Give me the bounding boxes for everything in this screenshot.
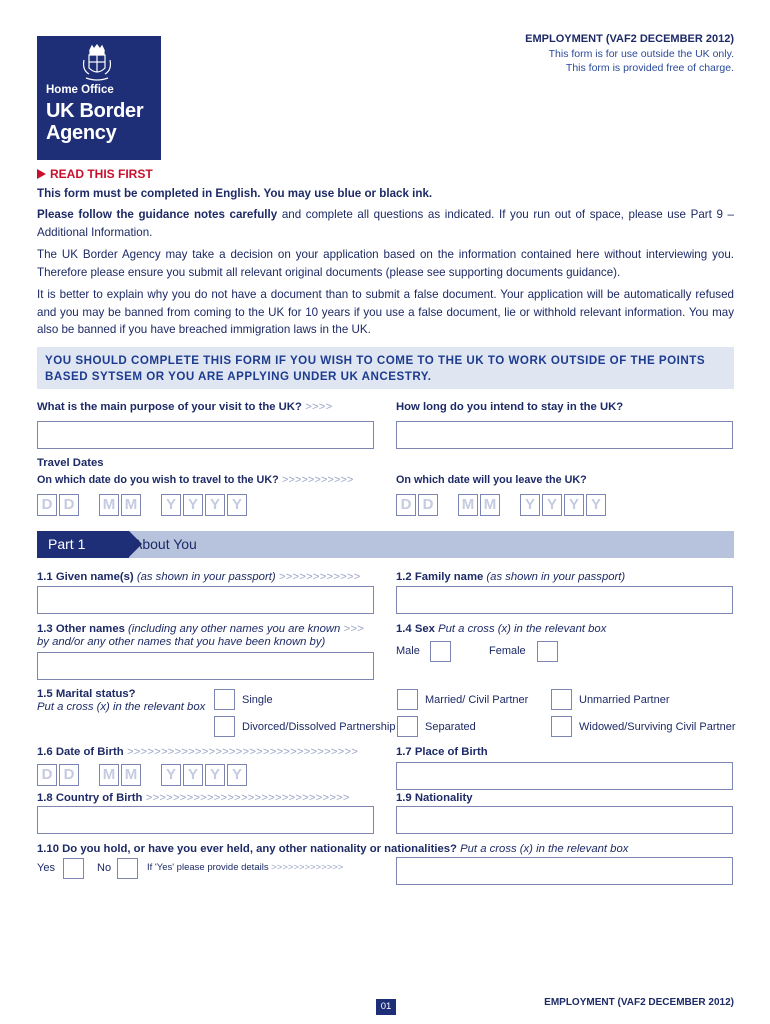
other-names-label: 1.3 Other names (including any other names you are known >>>: [37, 623, 365, 635]
single-label: Single: [242, 694, 273, 706]
month-digit-box[interactable]: M: [99, 494, 119, 516]
eligibility-banner: YOU SHOULD COMPLETE THIS FORM IF YOU WISH TO COME TO THE UK TO WORK OUTSIDE OF THE POINTS BASED SYTSEM OR YOU ARE APPLYING UNDER UK ANCESTRY.: [37, 347, 734, 389]
divorced-label: Divorced/Dissolved Partnership: [242, 721, 396, 733]
year-digit-box[interactable]: Y: [183, 494, 203, 516]
married-checkbox[interactable]: [397, 689, 418, 710]
other-nationality-no-checkbox[interactable]: [117, 858, 138, 879]
day-digit-box[interactable]: D: [418, 494, 438, 516]
other-names-note: by and/or any other names that you have been known by): [37, 636, 326, 648]
widowed-checkbox[interactable]: [551, 716, 572, 737]
single-checkbox[interactable]: [214, 689, 235, 710]
day-digit-box[interactable]: D: [37, 764, 57, 786]
travel-date-label: On which date do you wish to travel to the UK? >>>>>>>>>>>: [37, 474, 354, 486]
visit-purpose-field[interactable]: [37, 421, 374, 449]
place-of-birth-label: 1.7 Place of Birth: [396, 746, 488, 758]
if-yes-details-label: If 'Yes' please provide details >>>>>>>>>>>>>: [147, 862, 344, 873]
page-number: 01: [376, 999, 396, 1015]
place-of-birth-field[interactable]: [396, 762, 733, 790]
year-digit-box[interactable]: Y: [520, 494, 540, 516]
intro-language-note: This form must be completed in English. You may use blue or black ink.: [37, 187, 433, 200]
form-title: EMPLOYMENT (VAF2 DECEMBER 2012): [525, 33, 734, 45]
year-digit-box[interactable]: Y: [564, 494, 584, 516]
unmarried-checkbox[interactable]: [551, 689, 572, 710]
given-names-label: 1.1 Given name(s) (as shown in your passport) >>>>>>>>>>>>: [37, 571, 361, 583]
year-digit-box[interactable]: Y: [227, 764, 247, 786]
part-title: About You: [133, 536, 197, 552]
marital-status-label: 1.5 Marital status?: [37, 688, 136, 700]
married-label: Married/ Civil Partner: [425, 694, 529, 706]
date-of-birth-label: 1.6 Date of Birth >>>>>>>>>>>>>>>>>>>>>>>>>>>>>>>>>>: [37, 746, 359, 758]
month-digit-box[interactable]: M: [458, 494, 478, 516]
royal-crest-icon: [80, 44, 114, 86]
separated-checkbox[interactable]: [397, 716, 418, 737]
day-digit-box[interactable]: D: [59, 494, 79, 516]
travel-date-input[interactable]: [37, 494, 249, 516]
sex-female-checkbox[interactable]: [537, 641, 558, 662]
read-first-heading: READ THIS FIRST: [37, 167, 153, 181]
part-number: Part 1: [37, 531, 129, 558]
year-digit-box[interactable]: Y: [205, 494, 225, 516]
unmarried-label: Unmarried Partner: [579, 694, 670, 706]
date-of-birth-input[interactable]: [37, 764, 249, 786]
month-digit-box[interactable]: M: [121, 494, 141, 516]
divorced-checkbox[interactable]: [214, 716, 235, 737]
day-digit-box[interactable]: D: [37, 494, 57, 516]
other-nationality-no-label: No: [97, 862, 112, 874]
family-name-field[interactable]: [396, 586, 733, 614]
widowed-label: Widowed/Surviving Civil Partner: [579, 721, 736, 733]
year-digit-box[interactable]: Y: [161, 494, 181, 516]
part1-header-bar: [37, 531, 734, 558]
triangle-arrow-icon: [37, 169, 46, 179]
footer-form-title: EMPLOYMENT (VAF2 DECEMBER 2012): [544, 997, 734, 1008]
form-free-note: This form is provided free of charge.: [565, 62, 734, 74]
year-digit-box[interactable]: Y: [542, 494, 562, 516]
visit-purpose-label: What is the main purpose of your visit to the UK? >>>>: [37, 401, 333, 413]
sex-label: 1.4 Sex Put a cross (x) in the relevant box: [396, 623, 607, 635]
stay-duration-field[interactable]: [396, 421, 733, 449]
sex-female-label: Female: [489, 645, 526, 657]
year-digit-box[interactable]: Y: [183, 764, 203, 786]
other-nationality-label: 1.10 Do you hold, or have you ever held, any other nationality or nationalities? Put a cross (x) in the relevant box: [37, 843, 629, 855]
day-digit-box[interactable]: D: [396, 494, 416, 516]
other-nationality-yes-checkbox[interactable]: [63, 858, 84, 879]
family-name-label: 1.2 Family name (as shown in your passport): [396, 571, 626, 583]
form-usage-note: This form is for use outside the UK only.: [548, 48, 734, 60]
given-names-field[interactable]: [37, 586, 374, 614]
marital-status-note: Put a cross (x) in the relevant box: [37, 701, 206, 713]
uk-border-agency-logo: [37, 36, 161, 160]
month-digit-box[interactable]: M: [99, 764, 119, 786]
agency-name: UK Border Agency: [46, 100, 144, 144]
sex-male-label: Male: [396, 645, 420, 657]
other-nationality-yes-label: Yes: [37, 862, 55, 874]
year-digit-box[interactable]: Y: [205, 764, 225, 786]
country-of-birth-label: 1.8 Country of Birth >>>>>>>>>>>>>>>>>>>>>>>>>>>>>>: [37, 792, 350, 804]
intro-false-document-note: It is better to explain why you do not have a document than to submit a false document. Your application will be automatically refused and you may be banned from coming to the UK for 10 years if you use a false document, lie or withhold relevant information. You may also be banned if you have breached immigration laws in the UK.: [37, 288, 734, 336]
intro-decision-note: The UK Border Agency may take a decision on your application based on the information contained here without interviewing you. Therefore please ensure you submit all relevant original documents (please see supporting documents guidance).: [37, 248, 734, 279]
sex-male-checkbox[interactable]: [430, 641, 451, 662]
month-digit-box[interactable]: M: [121, 764, 141, 786]
month-digit-box[interactable]: M: [480, 494, 500, 516]
home-office-label: Home Office: [46, 84, 114, 96]
nationality-label: 1.9 Nationality: [396, 792, 473, 804]
nationality-field[interactable]: [396, 806, 733, 834]
leave-date-label: On which date will you leave the UK?: [396, 474, 587, 486]
year-digit-box[interactable]: Y: [586, 494, 606, 516]
year-digit-box[interactable]: Y: [227, 494, 247, 516]
other-names-field[interactable]: [37, 652, 374, 680]
other-nationality-details-field[interactable]: [396, 857, 733, 885]
travel-dates-heading: Travel Dates: [37, 457, 104, 469]
leave-date-input[interactable]: [396, 494, 608, 516]
stay-duration-label: How long do you intend to stay in the UK?: [396, 401, 624, 413]
intro-guidance-note: Please follow the guidance notes carefully and complete all questions as indicated. If you run out of space, please use Part 9 – Additional Information.: [37, 208, 734, 239]
country-of-birth-field[interactable]: [37, 806, 374, 834]
separated-label: Separated: [425, 721, 476, 733]
year-digit-box[interactable]: Y: [161, 764, 181, 786]
day-digit-box[interactable]: D: [59, 764, 79, 786]
